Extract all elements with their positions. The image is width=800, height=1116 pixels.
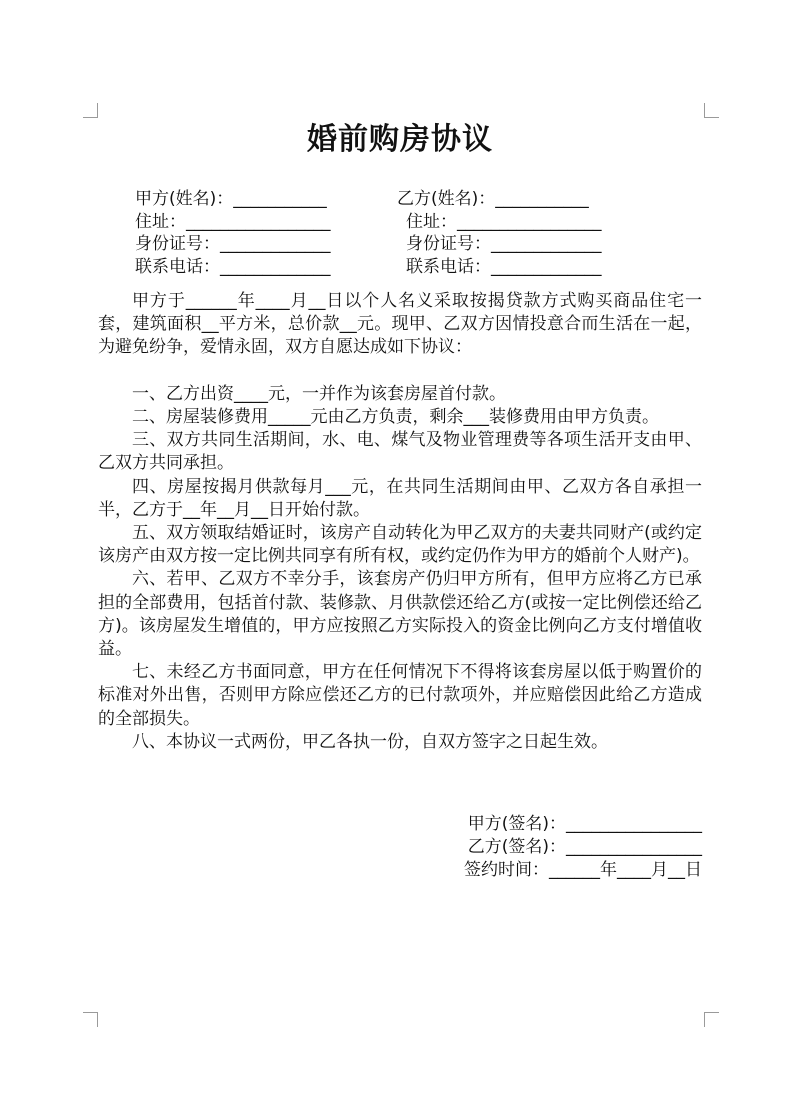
clause-6: 六、若甲、乙双方不幸分手，该套房产仍归甲方所有，但甲方应将乙方已承担的全部费用，包括首付款、装修款、月供款偿还给乙方(或按一定比例偿还给乙方)。该房屋发生增值的，甲方应按照乙方实际投入的资金比例向乙方支付增值收益。: [98, 569, 702, 660]
clause-4: 四、房屋按揭月供款每月___元，在共同生活期间由甲、乙双方各自承担一半，乙方于__年__月__日开始付款。: [98, 476, 702, 520]
party-a-address-field: 住址：_________________: [135, 211, 331, 232]
signing-date-line: 签约时间：______年____月__日: [464, 860, 702, 880]
document-title: 婚前购房协议: [307, 122, 493, 157]
paragraph-spacer: [98, 360, 702, 383]
party-a-phone-field: 联系电话：_____________: [135, 256, 331, 277]
page-corner-mark-bottom-right: [704, 1012, 719, 1027]
party-a-signature-line: 甲方(签名)：________________: [467, 814, 702, 834]
clause-3: 三、双方共同生活期间，水、电、煤气及物业管理费等各项生活开支由甲、乙双方共同承担。: [98, 430, 702, 474]
preamble-paragraph: 甲方于______年____月__日以个人名义采取按揭贷款方式购买商品住宅一套，建筑面积__平方米，总价款__元。现甲、乙双方因情投意合而生活在一起，为避免纷争，爱情永固，双方自愿达成如下协议：: [98, 291, 702, 358]
party-b-signature-line: 乙方(签名)：________________: [467, 837, 702, 857]
party-b-id-field: 身份证号：_____________: [406, 234, 602, 254]
clause-1: 一、乙方出资____元，一并作为该套房屋首付款。: [132, 383, 506, 404]
party-a-id-field: 身份证号：_____________: [135, 234, 331, 254]
agreement-body: [98, 290, 702, 754]
clause-8: 八、本协议一式两份，甲乙各执一份，自双方签字之日起生效。: [132, 731, 608, 752]
clause-2: 二、房屋装修费用_____元由乙方负责，剩余___装修费用由甲方负责。: [132, 407, 659, 427]
party-b-address-field: 住址：_________________: [406, 211, 602, 232]
page-corner-mark-bottom-left: [83, 1012, 98, 1027]
party-b-name-field: 乙方(姓名)：___________: [397, 189, 589, 209]
party-b-phone-field: 联系电话：_____________: [406, 256, 602, 277]
clause-5: 五、双方领取结婚证时，该房产自动转化为甲乙双方的夫妻共同财产(或约定该房产由双方按一定比例共同享有所有权，或约定仍作为甲方的婚前个人财产)。: [98, 523, 702, 567]
signature-block: [464, 813, 702, 882]
clause-7: 七、未经乙方书面同意，甲方在任何情况下不得将该套房屋以低于购置价的标准对外出售，否则甲方除应偿还乙方的已付款项外，并应赔偿因此给乙方造成的全部损失。: [98, 662, 702, 729]
party-a-name-field: 甲方(姓名)：___________: [135, 189, 327, 209]
